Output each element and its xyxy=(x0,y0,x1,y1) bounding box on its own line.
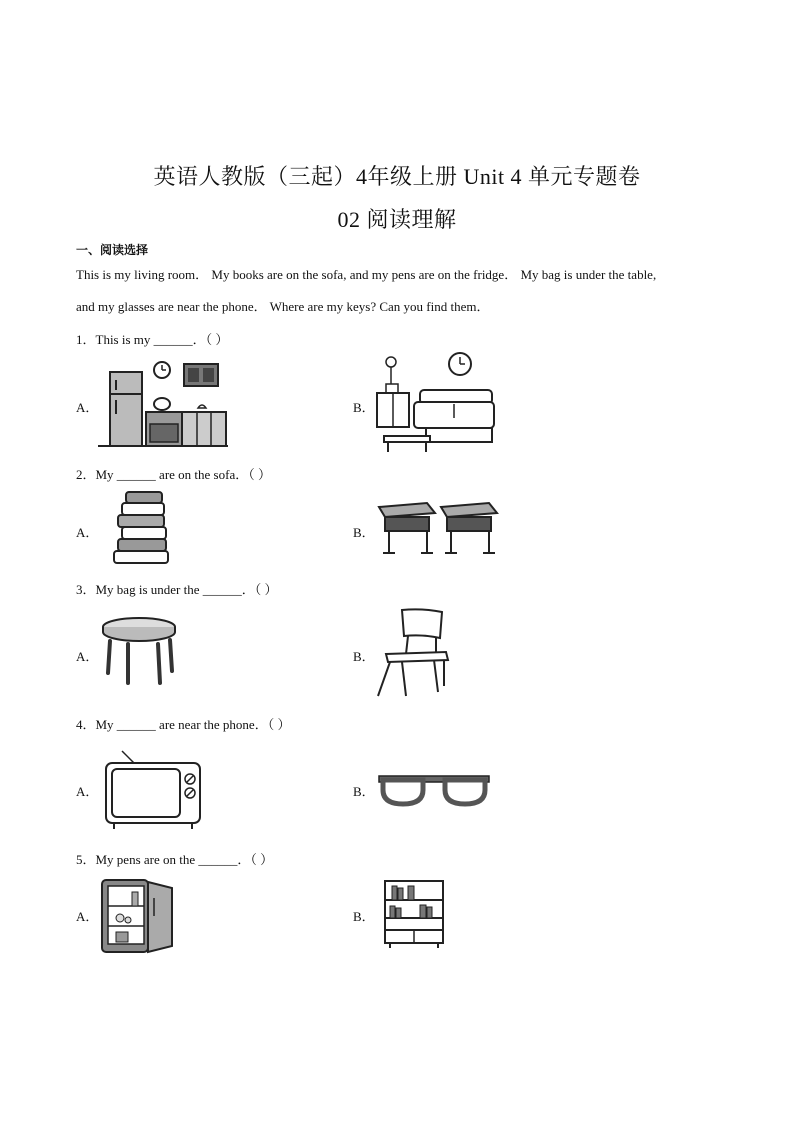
question-2: 2．My ______ are on the sofa．（ ） xyxy=(76,467,271,482)
glasses-icon xyxy=(377,772,491,808)
chair-icon xyxy=(372,606,452,698)
option-a-label[interactable]: A． xyxy=(76,525,99,540)
question-5: 5．My pens are on the ______．（ ） xyxy=(76,852,274,867)
option-b-label[interactable]: B． xyxy=(353,649,375,664)
section-heading: 一、阅读选择 xyxy=(76,243,149,257)
kitchen-icon xyxy=(98,358,230,450)
option-a-label[interactable]: A． xyxy=(76,400,99,415)
option-a-label[interactable]: A． xyxy=(76,909,99,924)
option-b-label[interactable]: B． xyxy=(353,525,375,540)
living-room-icon xyxy=(374,352,496,454)
option-a-label[interactable]: A． xyxy=(76,649,99,664)
option-b-label[interactable]: B． xyxy=(353,400,375,415)
page-title: 英语人教版（三起）4年级上册 Unit 4 单元专题卷 xyxy=(153,164,641,189)
page-subtitle: 02 阅读理解 xyxy=(337,207,457,232)
desks-icon xyxy=(375,499,501,559)
table-icon xyxy=(100,617,178,689)
option-b-label[interactable]: B． xyxy=(353,784,375,799)
tv-icon xyxy=(104,749,202,831)
question-3: 3．My bag is under the ______．（ ） xyxy=(76,582,278,597)
passage-line-1: This is my living room． My books are on the sofa, and my pens are on the fridge． My bag is under the table, xyxy=(76,267,657,282)
question-1: 1．This is my ______．（ ） xyxy=(76,332,229,347)
question-4: 4．My ______ are near the phone．（ ） xyxy=(76,717,291,732)
passage-line-2: and my glasses are near the phone． Where are my keys? Can you find them． xyxy=(76,299,490,314)
option-b-label[interactable]: B． xyxy=(353,909,375,924)
bookshelf-icon xyxy=(382,878,446,950)
option-a-label[interactable]: A． xyxy=(76,784,99,799)
books-icon xyxy=(108,489,172,567)
fridge-icon xyxy=(98,876,178,956)
